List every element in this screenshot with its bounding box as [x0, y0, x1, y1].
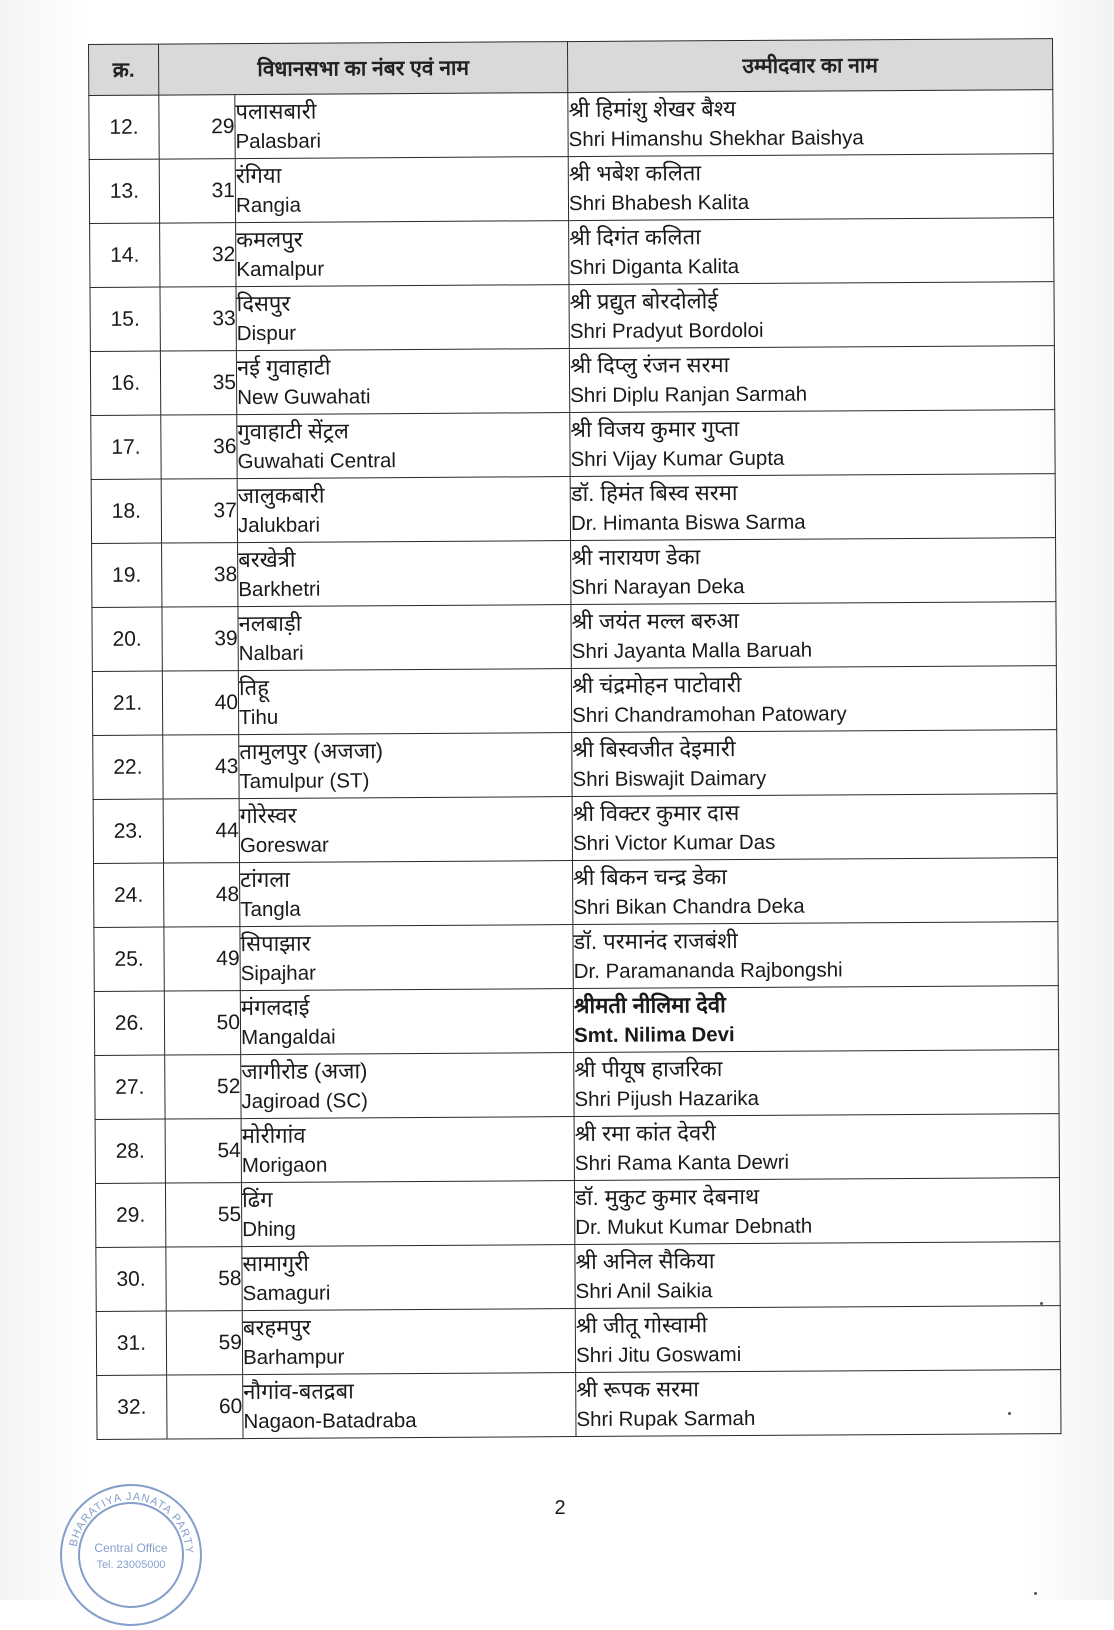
table-row — [90, 218, 1054, 288]
candidate-name — [571, 666, 1056, 733]
constituency-number: 38 — [162, 543, 238, 607]
candidate-name-hindi: श्री जीतू गोस्वामी — [575, 1312, 708, 1339]
constituency-name-hindi: सिपाझार — [240, 930, 311, 957]
candidate-name-hindi: श्री दिगंत कलिता — [569, 224, 701, 251]
table-row — [92, 602, 1056, 672]
candidate-name — [575, 1306, 1060, 1373]
constituency-number: 52 — [165, 1055, 241, 1119]
constituency-name-english: Guwahati Central — [237, 449, 397, 474]
constituency-name-hindi: जालुकबारी — [237, 482, 325, 509]
table-row — [91, 474, 1055, 544]
constituency-name-hindi: ढिंग — [241, 1186, 273, 1213]
constituency-name-hindi: पलासबारी — [235, 98, 317, 125]
candidate-name — [573, 858, 1058, 925]
table-row — [91, 410, 1055, 480]
serial-number: 28. — [95, 1119, 165, 1183]
constituency-number: 54 — [165, 1119, 241, 1183]
serial-number: 16. — [90, 351, 160, 415]
candidate-name-english: Shri Vijay Kumar Gupta — [570, 446, 785, 472]
serial-number: 30. — [96, 1247, 166, 1311]
candidate-name-english: Shri Jitu Goswami — [575, 1343, 742, 1368]
table-row — [95, 1050, 1059, 1120]
candidate-name-hindi: श्री रूपक सरमा — [576, 1376, 700, 1403]
constituency-name-hindi: बरहमपुर — [242, 1314, 311, 1341]
constituency-name — [243, 1373, 576, 1439]
serial-number: 23. — [93, 799, 163, 863]
constituency-name-hindi: नई गुवाहाटी — [236, 354, 331, 381]
constituency-name — [241, 1181, 574, 1247]
candidate-name — [570, 410, 1055, 477]
constituency-name-english: Nagaon-Batadraba — [243, 1409, 417, 1434]
candidate-name-english: Shri Narayan Deka — [571, 574, 745, 600]
constituency-number: 55 — [165, 1183, 241, 1247]
constituency-name — [239, 797, 572, 863]
constituency-number: 48 — [164, 863, 240, 927]
candidate-name-hindi: डॉ. हिमंत बिस्व सरमा — [570, 480, 738, 507]
candidate-name — [573, 922, 1058, 989]
constituency-name-hindi: मंगलदाई — [240, 994, 310, 1021]
candidate-name-hindi: श्री हिमांशु शेखर बैश्य — [568, 96, 736, 123]
scan-speck — [1040, 1302, 1043, 1305]
candidate-name — [573, 986, 1058, 1053]
serial-number: 25. — [94, 927, 164, 991]
constituency-name-hindi: गुवाहाटी सेंट्रल — [237, 418, 349, 445]
candidate-name-hindi: श्री रमा कांत देवरी — [574, 1120, 716, 1147]
serial-number: 21. — [92, 671, 162, 735]
serial-number: 27. — [95, 1055, 165, 1119]
header-serial-number: क्र. — [89, 44, 159, 95]
constituency-name-english: Nalbari — [238, 641, 304, 666]
candidate-name-english: Smt. Nilima Devi — [574, 1023, 735, 1048]
constituency-name-english: Barhampur — [242, 1345, 345, 1370]
constituency-number: 40 — [162, 671, 238, 735]
table-row — [90, 346, 1054, 416]
candidate-name — [569, 346, 1054, 413]
constituency-name-english: New Guwahati — [237, 385, 371, 410]
constituency-name-english: Tihu — [239, 705, 279, 730]
constituency-name-hindi: तिहू — [238, 674, 269, 701]
constituency-name — [240, 861, 573, 927]
candidate-name — [568, 90, 1053, 157]
serial-number: 26. — [94, 991, 164, 1055]
constituency-name-hindi: बरखेत्री — [238, 546, 296, 573]
candidate-name-english: Shri Victor Kumar Das — [572, 830, 776, 856]
candidate-name-hindi: श्री चंद्रमोहन पाटोवारी — [571, 672, 742, 699]
table-row — [96, 1242, 1060, 1312]
candidate-name — [574, 1114, 1059, 1181]
candidate-name-english: Shri Himanshu Shekhar Baishya — [568, 126, 864, 152]
table-row — [94, 922, 1058, 992]
candidate-name-hindi: श्री दिप्लु रंजन सरमा — [569, 352, 730, 379]
table-row — [94, 858, 1058, 928]
candidate-name-english: Shri Bikan Chandra Deka — [573, 894, 805, 920]
table-row — [89, 90, 1053, 160]
serial-number: 17. — [91, 415, 161, 479]
table-row — [94, 986, 1058, 1056]
constituency-name — [236, 349, 569, 415]
constituency-name — [237, 413, 570, 479]
candidate-name — [576, 1370, 1061, 1437]
candidate-list-table — [88, 38, 1062, 1440]
candidate-name-hindi: डॉ. परमानंद राजबंशी — [573, 928, 738, 955]
serial-number: 13. — [89, 159, 159, 223]
serial-number: 14. — [90, 223, 160, 287]
constituency-name-english: Palasbari — [235, 129, 322, 154]
table-row — [95, 1178, 1059, 1248]
constituency-name-hindi: कमलपुर — [236, 226, 303, 253]
candidate-name — [568, 154, 1053, 221]
table-row — [89, 154, 1053, 224]
table-row — [95, 1114, 1059, 1184]
party-seal-stamp — [56, 1480, 206, 1630]
serial-number: 24. — [94, 863, 164, 927]
table-row — [93, 730, 1057, 800]
table-row — [92, 666, 1056, 736]
candidate-name — [572, 730, 1057, 797]
candidate-name-hindi: श्री पीयूष हाजरिका — [574, 1056, 723, 1083]
constituency-name-hindi: टांगला — [240, 866, 290, 893]
constituency-name — [242, 1309, 575, 1375]
constituency-name-hindi: गोरेस्वर — [239, 802, 297, 829]
constituency-name — [242, 1245, 575, 1311]
constituency-number: 59 — [166, 1311, 242, 1375]
candidate-name — [570, 474, 1055, 541]
constituency-name — [235, 157, 568, 223]
candidate-name-hindi: श्री भबेश कलिता — [568, 160, 702, 187]
constituency-name — [241, 1053, 574, 1119]
svg-text:Central Office: Central Office — [94, 1541, 168, 1555]
constituency-name-hindi: नलबाड़ी — [238, 610, 302, 637]
candidate-name-english: Shri Bhabesh Kalita — [568, 190, 750, 216]
constituency-number: 43 — [163, 735, 239, 799]
constituency-name-english: Dispur — [236, 321, 297, 346]
constituency-name-hindi: तामुलपुर (अजजा) — [239, 738, 384, 765]
constituency-name — [240, 989, 573, 1055]
constituency-name-english: Jalukbari — [237, 513, 321, 538]
constituency-name — [235, 93, 568, 159]
table-row — [96, 1306, 1060, 1376]
constituency-name-english: Jagiroad (SC) — [241, 1089, 368, 1114]
constituency-name — [238, 541, 571, 607]
table-body — [89, 90, 1061, 1440]
constituency-name-hindi: दिसपुर — [236, 290, 291, 317]
constituency-name-english: Samaguri — [242, 1281, 331, 1306]
candidate-name-hindi: श्री प्रद्युत बोरदोलोई — [569, 288, 719, 315]
constituency-name-english: Morigaon — [241, 1153, 328, 1178]
candidate-name-english: Shri Jayanta Malla Baruah — [571, 638, 813, 664]
candidate-name-hindi: श्री विजय कुमार गुप्ता — [570, 416, 740, 443]
constituency-number: 31 — [159, 159, 235, 223]
candidate-name — [574, 1178, 1059, 1245]
candidate-name-english: Dr. Paramananda Rajbongshi — [573, 958, 843, 984]
candidate-name — [575, 1242, 1060, 1309]
serial-number: 22. — [93, 735, 163, 799]
constituency-name — [238, 669, 571, 735]
constituency-number: 29 — [159, 95, 235, 159]
header-constituency: विधानसभा का नंबर एवं नाम — [159, 42, 568, 95]
constituency-number: 58 — [166, 1247, 242, 1311]
constituency-number: 36 — [161, 415, 237, 479]
candidate-name — [571, 602, 1056, 669]
constituency-name-english: Tamulpur (ST) — [239, 769, 370, 794]
constituency-name-hindi: नौगांव-बतद्रबा — [243, 1378, 354, 1405]
serial-number: 31. — [96, 1311, 166, 1375]
constituency-name-english: Goreswar — [239, 833, 329, 858]
candidate-name-hindi: श्री बिस्वजीत देइमारी — [572, 736, 736, 763]
candidate-name — [571, 538, 1056, 605]
serial-number: 32. — [97, 1375, 167, 1439]
constituency-number: 39 — [162, 607, 238, 671]
candidate-name — [572, 794, 1057, 861]
constituency-name — [239, 733, 572, 799]
constituency-name-english: Barkhetri — [238, 577, 321, 602]
scan-speck — [1034, 1592, 1037, 1595]
serial-number: 15. — [90, 287, 160, 351]
candidate-name-hindi: श्रीमती नीलिमा देवी — [573, 992, 726, 1019]
candidate-name-english: Shri Pradyut Bordoloi — [569, 318, 764, 344]
constituency-name — [241, 1117, 574, 1183]
serial-number: 29. — [95, 1183, 165, 1247]
constituency-name — [238, 605, 571, 671]
candidate-name-english: Shri Diplu Ranjan Sarmah — [570, 382, 808, 408]
constituency-name-hindi: रंगिया — [235, 162, 282, 189]
candidate-name-english: Shri Diganta Kalita — [569, 255, 740, 280]
candidate-name-english: Shri Anil Saikia — [575, 1279, 713, 1304]
candidate-name — [574, 1050, 1059, 1117]
constituency-name-english: Rangia — [235, 193, 302, 218]
constituency-name — [236, 285, 569, 351]
candidate-name-english: Dr. Mukut Kumar Debnath — [575, 1214, 813, 1240]
candidate-name-hindi: श्री बिकन चन्द्र डेका — [573, 864, 727, 891]
candidate-name-hindi: डॉ. मुकुट कुमार देबनाथ — [574, 1183, 760, 1211]
candidate-name — [569, 282, 1054, 349]
candidate-name-english: Shri Rupak Sarmah — [576, 1406, 756, 1432]
serial-number: 20. — [92, 607, 162, 671]
constituency-number: 50 — [164, 991, 240, 1055]
constituency-name — [237, 477, 570, 543]
constituency-name-english: Sipajhar — [240, 961, 316, 986]
constituency-number: 60 — [167, 1375, 243, 1439]
svg-text:Tel. 23005000: Tel. 23005000 — [96, 1559, 166, 1571]
candidate-name-english: Shri Chandramohan Patowary — [572, 702, 847, 728]
table-row — [92, 538, 1056, 608]
page-number: 2 — [554, 1497, 566, 1519]
constituency-name-english: Dhing — [242, 1217, 296, 1242]
constituency-name-english: Tangla — [240, 897, 301, 922]
candidate-name-hindi: श्री नारायण डेका — [571, 544, 701, 571]
table-row — [97, 1370, 1061, 1440]
candidate-name-english: Shri Rama Kanta Dewri — [574, 1150, 790, 1176]
constituency-name-english: Mangaldai — [241, 1025, 336, 1050]
svg-text:BHARATIYA JANATA PARTY: BHARATIYA JANATA PARTY — [67, 1490, 196, 1555]
candidate-name-english: Dr. Himanta Biswa Sarma — [570, 510, 806, 536]
serial-number: 19. — [92, 543, 162, 607]
constituency-name-hindi: मोरीगांव — [241, 1122, 306, 1149]
candidate-name-english: Shri Biswajit Daimary — [572, 766, 767, 792]
candidate-name-english: Shri Pijush Hazarika — [574, 1086, 760, 1112]
table-header-row — [89, 39, 1053, 96]
candidate-name-hindi: श्री विक्टर कुमार दास — [572, 800, 740, 827]
constituency-number: 49 — [164, 927, 240, 991]
candidate-name — [569, 218, 1054, 285]
constituency-number: 44 — [163, 799, 239, 863]
constituency-name — [240, 925, 573, 991]
header-candidate-name: उम्मीदवार का नाम — [568, 39, 1053, 93]
serial-number: 12. — [89, 95, 159, 159]
candidate-name-hindi: श्री जयंत मल्ल बरुआ — [571, 608, 740, 635]
constituency-number: 32 — [160, 223, 236, 287]
candidate-name-hindi: श्री अनिल सैकिया — [575, 1248, 715, 1275]
constituency-name-hindi: सामागुरी — [242, 1250, 310, 1277]
serial-number: 18. — [91, 479, 161, 543]
constituency-name-english: Kamalpur — [236, 257, 325, 282]
table-row — [93, 794, 1057, 864]
constituency-name — [236, 221, 569, 287]
scan-speck — [1008, 1412, 1011, 1415]
constituency-number: 35 — [160, 351, 236, 415]
constituency-number: 33 — [160, 287, 236, 351]
constituency-name-hindi: जागीरोड (अजा) — [241, 1058, 368, 1085]
constituency-number: 37 — [161, 479, 237, 543]
table-row — [90, 282, 1054, 352]
